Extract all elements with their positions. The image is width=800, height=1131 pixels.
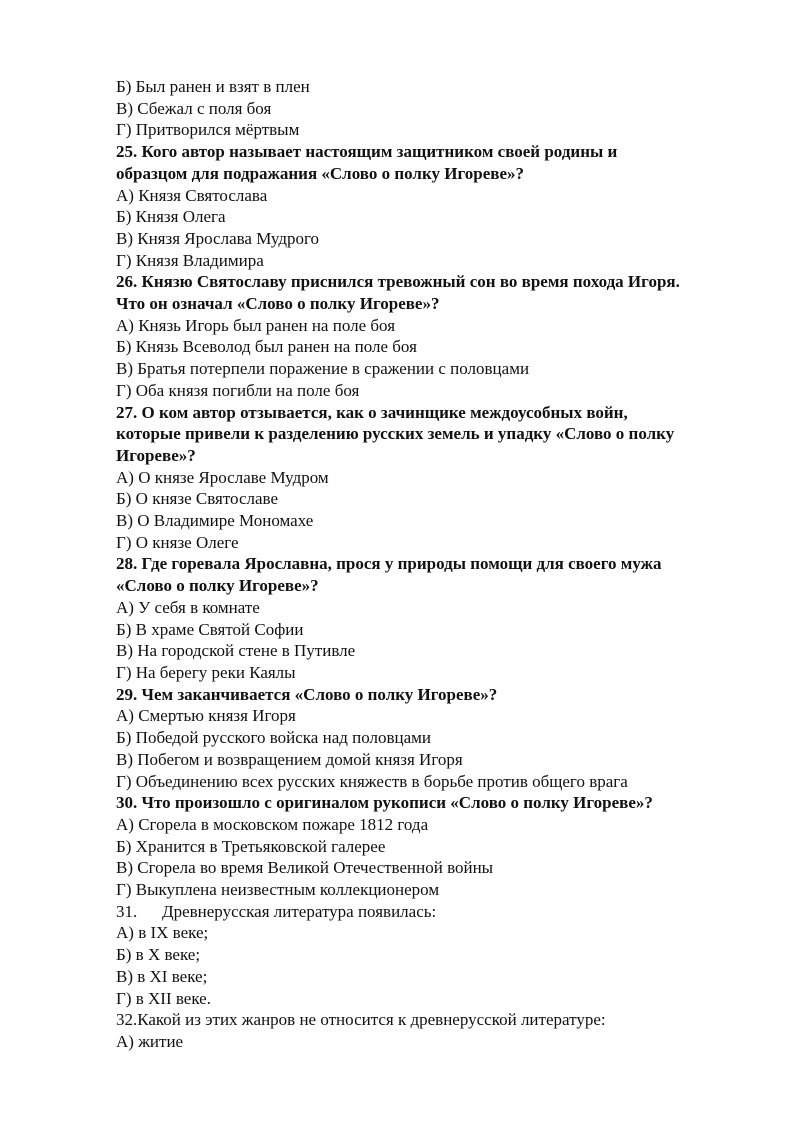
question-text: Что он означал «Слово о полку Игореве»? (116, 294, 440, 314)
question-number: 31. (116, 901, 138, 921)
question-text: которые привели к разделению русских земель и упадку «Слово о полку (116, 424, 675, 444)
answer-option: Г) Выкуплена неизвестным коллекционером (116, 880, 440, 900)
question-text: «Слово о полку Игореве»? (116, 576, 319, 596)
answer-option: Б) Победой русского войска над половцами (116, 728, 432, 748)
answer-option: Б) Хранится в Третьяковской галерее (116, 836, 386, 856)
answer-option: А) Князь Игорь был ранен на поле боя (116, 315, 396, 335)
question-text: образцом для подражания «Слово о полку Игореве»? (116, 163, 525, 183)
answer-option: В) На городской стене в Путивле (116, 641, 356, 661)
answer-option: Б) в X веке; (116, 945, 201, 965)
answer-option: Б) Был ранен и взят в плен (116, 77, 310, 96)
question-31 (116, 901, 756, 1010)
question-28 (116, 553, 756, 683)
answer-option: В) Сгорела во время Великой Отечественной войны (116, 858, 494, 878)
answer-option: В) в XI веке; (116, 966, 208, 986)
answer-option: Б) Князя Олега (116, 207, 226, 227)
answer-option: Г) Оба князя погибли на поле боя (116, 380, 360, 400)
document-page (116, 76, 756, 1053)
question-text: 29. Чем заканчивается «Слово о полку Игореве»? (116, 684, 498, 704)
question-text: Игореве»? (116, 445, 196, 465)
answer-option: Г) О князе Олеге (116, 532, 239, 552)
question-29 (116, 684, 756, 793)
question-text: 30. Что произошло с оригиналом рукописи «Слово о полку Игореве»? (116, 793, 653, 813)
question-text: 26. Князю Святославу приснился тревожный сон во время похода Игоря. (116, 272, 680, 292)
answer-option: В) Князя Ярослава Мудрого (116, 228, 320, 248)
answer-option: Г) Князя Владимира (116, 250, 264, 270)
question-body: Древнерусская литература появилась: (162, 901, 437, 921)
question-text: 27. О ком автор отзывается, как о зачинщике междоусобных войн, (116, 402, 628, 422)
answer-option: А) Князя Святослава (116, 185, 268, 205)
answer-option: Б) В храме Святой Софии (116, 619, 304, 639)
answer-option: Г) Объединению всех русских княжеств в борьбе против общего врага (116, 771, 628, 791)
answer-option: А) житие (116, 1031, 184, 1051)
answer-option: Б) О князе Святославе (116, 489, 279, 509)
answer-option: В) Братья потерпели поражение в сражении с половцами (116, 359, 530, 379)
answer-option: А) Сгорела в московском пожаре 1812 года (116, 814, 429, 834)
question-26 (116, 271, 756, 401)
question-25 (116, 141, 756, 271)
answer-option: В) Сбежал с поля боя (116, 98, 272, 118)
answer-option: А) в IX веке; (116, 923, 209, 943)
question-text (116, 901, 756, 923)
answer-option: Г) в XII веке. (116, 988, 211, 1008)
question-24-tail (116, 76, 756, 141)
answer-option: Г) На берегу реки Каялы (116, 662, 296, 682)
answer-option: Г) Притворился мёртвым (116, 120, 300, 140)
answer-option: А) Смертью князя Игоря (116, 706, 296, 726)
answer-option: А) У себя в комнате (116, 597, 260, 617)
answer-option: Б) Князь Всеволод был ранен на поле боя (116, 337, 417, 357)
question-text: 25. Кого автор называет настоящим защитником своей родины и (116, 142, 618, 162)
question-32 (116, 1009, 756, 1052)
question-text: 32.Какой из этих жанров не относится к древнерусской литературе: (116, 1010, 606, 1030)
question-30 (116, 792, 756, 901)
answer-option: В) О Владимире Мономахе (116, 511, 314, 531)
answer-option: А) О князе Ярославе Мудром (116, 467, 329, 487)
answer-option: В) Побегом и возвращением домой князя Игоря (116, 749, 463, 769)
question-27 (116, 402, 756, 554)
question-text: 28. Где горевала Ярославна, прося у природы помощи для своего мужа (116, 554, 662, 574)
